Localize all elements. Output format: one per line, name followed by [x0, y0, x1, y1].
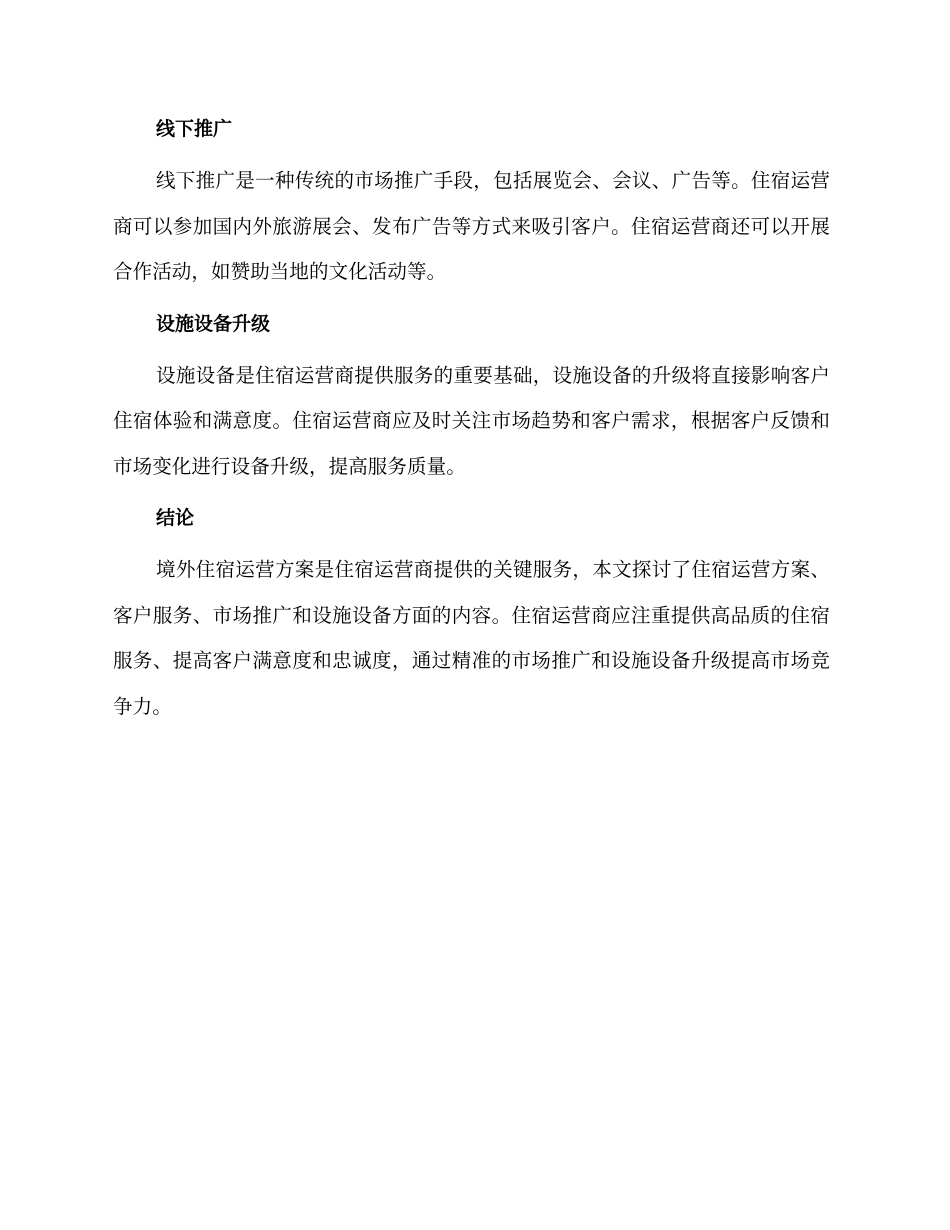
- section-paragraph: 线下推广是一种传统的市场推广手段，包括展览会、会议、广告等。住宿运营商可以参加国内外旅游展会、发布广告等方式来吸引客户。住宿运营商还可以开展合作活动，如赞助当地的文化活动等。: [113, 169, 830, 283]
- section-offline-promotion: [113, 112, 830, 295]
- section-facility-upgrade: [113, 307, 830, 490]
- section-heading: 线下推广: [156, 118, 233, 140]
- section-paragraph: 设施设备是住宿运营商提供服务的重要基础，设施设备的升级将直接影响客户住宿体验和满意度。住宿运营商应及时关注市场趋势和客户需求，根据客户反馈和市场变化进行设备升级，提高服务质量。: [113, 363, 830, 478]
- section-conclusion: [113, 501, 830, 729]
- section-heading: 结论: [156, 507, 195, 529]
- section-paragraph: 境外住宿运营方案是住宿运营商提供的关键服务，本文探讨了住宿运营方案、客户服务、市场推广和设施设备方面的内容。住宿运营商应注重提供高品质的住宿服务、提高客户满意度和忠诚度，通过精准的市场推广和设施设备升级提高市场竞争力。: [113, 558, 830, 718]
- section-heading: 设施设备升级: [156, 312, 271, 335]
- document-page: [113, 112, 830, 741]
